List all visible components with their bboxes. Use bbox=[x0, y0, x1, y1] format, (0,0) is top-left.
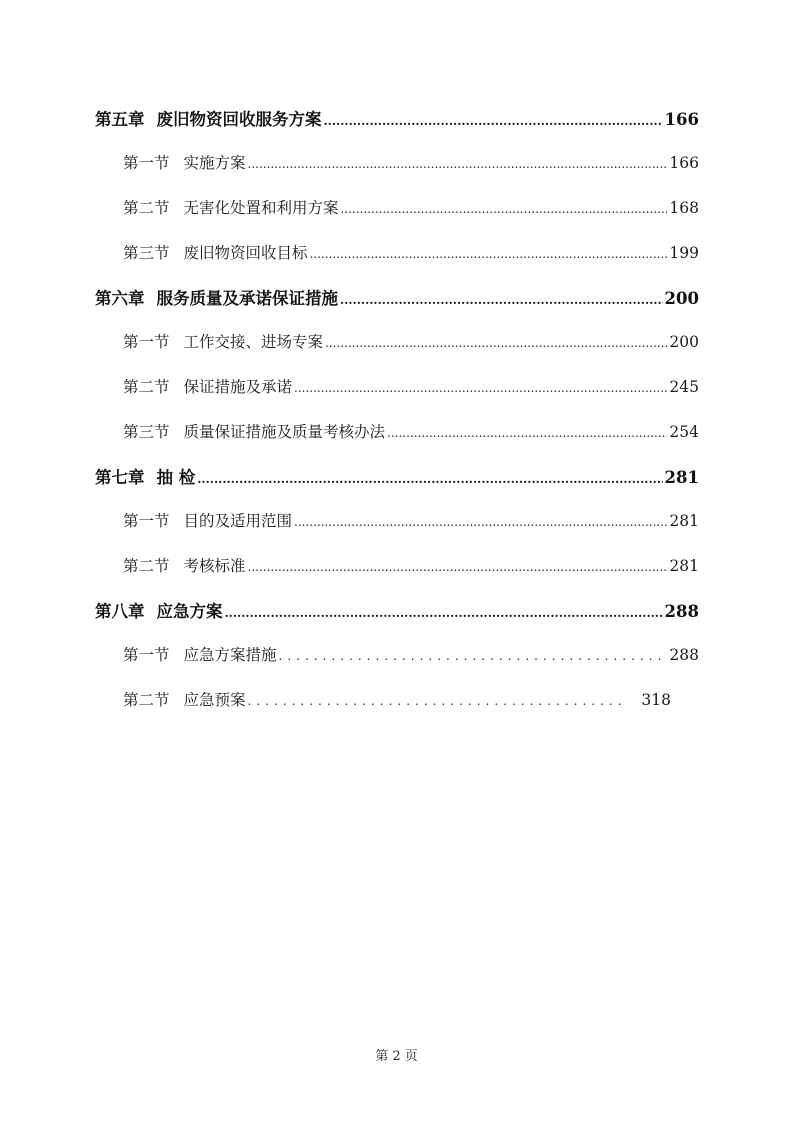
toc-entry-section-7-1[interactable] bbox=[123, 509, 699, 531]
toc-entry-number: 第一节 bbox=[123, 512, 170, 530]
toc-entry-title: 目的及适用范围 bbox=[183, 512, 293, 530]
toc-entry-label bbox=[123, 330, 323, 352]
toc-entry-chapter-7[interactable] bbox=[95, 464, 699, 488]
toc-entry-page: 281 bbox=[669, 512, 699, 530]
toc-dot-leader bbox=[248, 561, 668, 573]
toc-entry-title: 服务质量及承诺保证措施 bbox=[156, 289, 338, 308]
toc-entry-chapter-8[interactable] bbox=[95, 598, 699, 622]
toc-entry-number: 第三节 bbox=[123, 244, 170, 262]
toc-entry-section-5-1[interactable] bbox=[123, 151, 699, 173]
toc-entry-number: 第二节 bbox=[123, 378, 170, 396]
toc-entry-number: 第五章 bbox=[95, 110, 145, 129]
toc-dot-leader bbox=[310, 248, 668, 260]
toc-entry-section-6-1[interactable] bbox=[123, 330, 699, 352]
toc-dot-leader bbox=[294, 516, 667, 528]
toc-entry-label bbox=[95, 464, 195, 488]
toc-entry-title: 应急方案措施 bbox=[183, 646, 277, 664]
toc-entry-title: 质量保证措施及质量考核办法 bbox=[183, 423, 386, 441]
toc-entry-page: 168 bbox=[669, 199, 699, 217]
page-footer bbox=[0, 1045, 793, 1064]
toc-entry-page: 200 bbox=[669, 333, 699, 351]
toc-entry-page: 254 bbox=[669, 423, 699, 441]
toc-entry-chapter-5[interactable] bbox=[95, 106, 699, 130]
toc-entry-title: 保证措施及承诺 bbox=[183, 378, 293, 396]
toc-entry-chapter-6[interactable] bbox=[95, 285, 699, 309]
toc-entry-page: 281 bbox=[664, 468, 699, 487]
toc-entry-title: 工作交接、进场专案 bbox=[183, 333, 324, 351]
toc-entry-page: 166 bbox=[664, 110, 699, 129]
toc-entry-number: 第一节 bbox=[123, 154, 170, 172]
toc-entry-label bbox=[123, 151, 246, 173]
toc-dot-leader bbox=[341, 203, 668, 215]
toc-dot-leader bbox=[225, 607, 663, 619]
toc-entry-title: 无害化处置和利用方案 bbox=[183, 199, 339, 217]
toc-dot-leader bbox=[324, 115, 663, 127]
toc-entry-label bbox=[95, 285, 338, 309]
toc-entry-label bbox=[95, 106, 322, 130]
toc-entry-title: 应急预案 bbox=[183, 691, 246, 709]
toc-dot-leader bbox=[340, 294, 663, 306]
toc-entry-label bbox=[123, 196, 339, 218]
toc-dot-leader bbox=[248, 158, 668, 170]
toc-entry-section-8-2[interactable] bbox=[123, 688, 671, 710]
toc-entry-number: 第一节 bbox=[123, 333, 170, 351]
toc-entry-title: 废旧物资回收服务方案 bbox=[156, 110, 322, 129]
toc-dot-leader bbox=[387, 427, 667, 439]
toc-entry-section-5-3[interactable] bbox=[123, 241, 699, 263]
toc-entry-page: 281 bbox=[669, 557, 699, 575]
toc-entry-label bbox=[123, 241, 308, 263]
toc-entry-number: 第八章 bbox=[95, 602, 145, 621]
toc-entry-label bbox=[123, 554, 246, 576]
toc-entry-number: 第六章 bbox=[95, 289, 145, 308]
toc-entry-page: 166 bbox=[669, 154, 699, 172]
toc-entry-section-7-2[interactable] bbox=[123, 554, 699, 576]
toc-entry-number: 第一节 bbox=[123, 646, 170, 664]
toc-entry-number: 第二节 bbox=[123, 557, 170, 575]
toc-entry-number: 第二节 bbox=[123, 199, 170, 217]
toc-entry-number: 第二节 bbox=[123, 691, 170, 709]
toc-entry-page: 199 bbox=[669, 244, 699, 262]
toc-entry-label bbox=[123, 420, 385, 442]
toc-entry-label bbox=[123, 375, 292, 397]
toc-entry-number: 第三节 bbox=[123, 423, 170, 441]
toc-entry-title: 抽 检 bbox=[156, 468, 196, 487]
toc-entry-page: 200 bbox=[664, 289, 699, 308]
toc-entry-page: 288 bbox=[669, 646, 699, 664]
toc-entry-label bbox=[123, 688, 246, 710]
toc-dot-leader bbox=[279, 650, 662, 662]
toc-entry-title: 考核标准 bbox=[183, 557, 246, 575]
toc-entry-title: 应急方案 bbox=[156, 602, 223, 621]
toc-entry-page: 318 bbox=[641, 691, 671, 709]
toc-entry-label bbox=[95, 598, 223, 622]
toc-dot-leader bbox=[325, 337, 667, 349]
toc-entry-label bbox=[123, 643, 277, 665]
toc-entry-section-6-2[interactable] bbox=[123, 375, 699, 397]
toc-entry-section-6-3[interactable] bbox=[123, 420, 699, 442]
toc-entry-page: 288 bbox=[664, 602, 699, 621]
toc-entry-page: 245 bbox=[669, 378, 699, 396]
toc-dot-leader bbox=[197, 473, 662, 485]
toc-entry-title: 废旧物资回收目标 bbox=[183, 244, 308, 262]
toc-entry-section-8-1[interactable] bbox=[123, 643, 699, 665]
toc-entry-section-5-2[interactable] bbox=[123, 196, 699, 218]
toc-entry-number: 第七章 bbox=[95, 468, 145, 487]
toc-entry-title: 实施方案 bbox=[183, 154, 246, 172]
page-number-label: 第 2 页 bbox=[375, 1049, 418, 1064]
toc-entry-label bbox=[123, 509, 292, 531]
toc-dot-leader bbox=[248, 695, 626, 707]
toc-dot-leader bbox=[294, 382, 667, 394]
